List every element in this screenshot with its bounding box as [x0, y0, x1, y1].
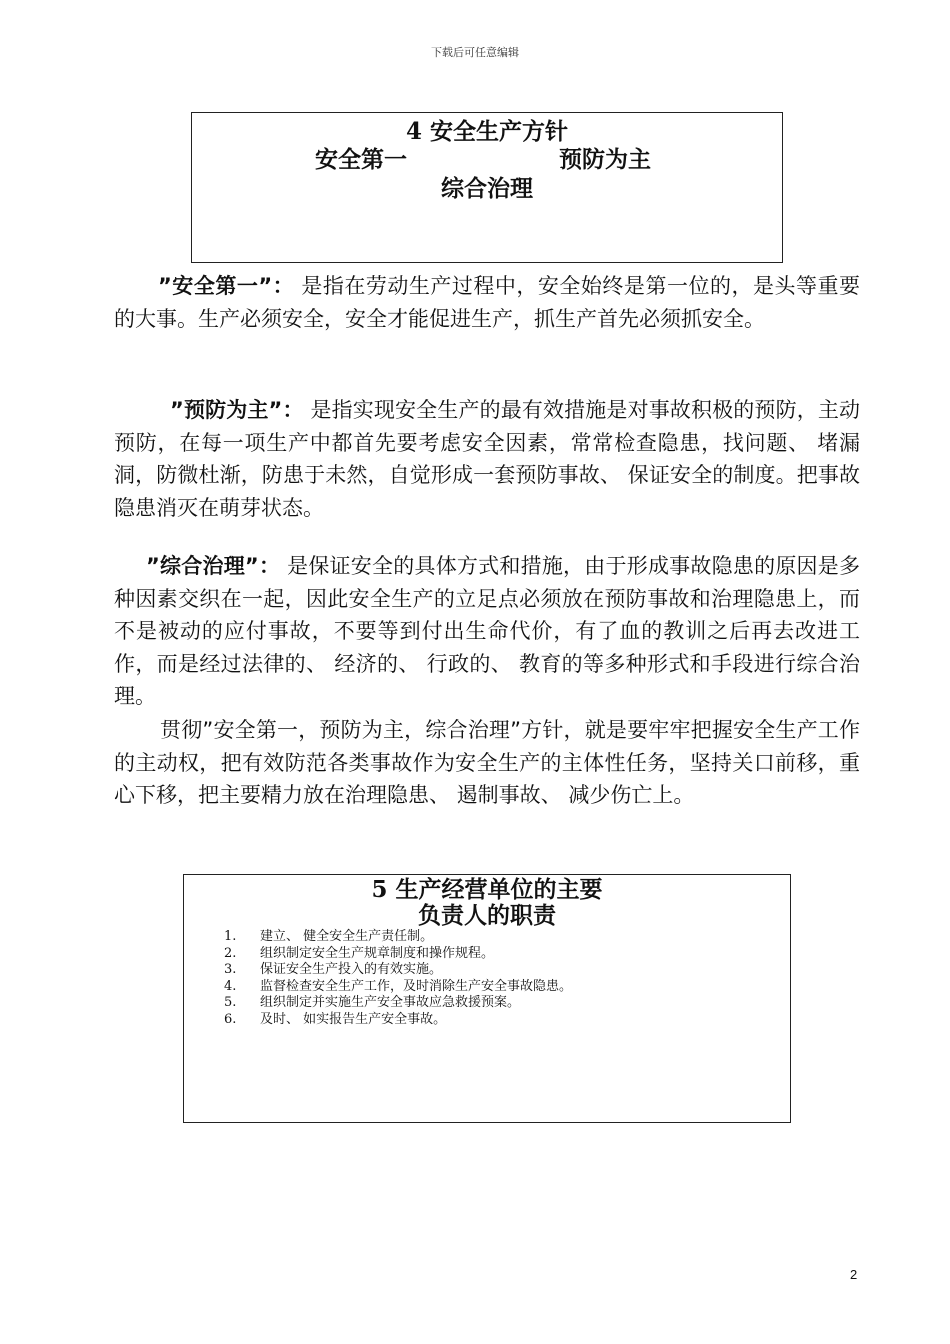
- list-item: [224, 995, 572, 1012]
- list-item-number: 4.: [224, 978, 237, 994]
- policy-slogan-safety-first: 安全第一: [315, 146, 407, 173]
- paragraph-text: 贯彻”安全第一，预防为主，综合治理”方针，就是要牢牢把握安全生产工作的主动权，把有效防范各类事故作为安全生产的主体性任务，坚持关口前移，重心下移，把主要精力放在治理隐患、 遏制事故、 减少伤亡上。: [114, 718, 860, 807]
- list-item-number: 2.: [224, 945, 237, 961]
- list-item: [224, 979, 572, 996]
- duties-title-line2: 负责人的职责: [418, 902, 556, 929]
- paragraph-prevention: [114, 394, 860, 524]
- list-item: [224, 929, 572, 946]
- list-item-number: 5.: [224, 995, 237, 1010]
- duties-list: [224, 929, 572, 1028]
- paragraph-text: 是保证安全的具体方式和措施，由于形成事故隐患的原因是多种因素交织在一起，因此安全生产的立足点必须放在预防事故和治理隐患上，而不是被动的应付事故，不要等到付出生命代价，有了血的教训之后再去改进工作，而是经过法律的、 经济的、 行政的、 教育的等多种形式和手段进行综合治理。: [114, 554, 860, 708]
- duties-title: [184, 877, 790, 929]
- list-item-number: 6.: [224, 1011, 237, 1027]
- paragraph-text: 是指在劳动生产过程中，安全始终是第一位的，是头等重要的大事。生产必须安全，安全才能促进生产，抓生产首先必须抓安全。: [114, 274, 860, 331]
- list-item-text: 建立、 健全安全生产责任制。: [260, 929, 434, 944]
- paragraph-comprehensive: [114, 550, 860, 713]
- policy-title: 4 安全生产方针: [405, 118, 568, 145]
- list-item: [224, 946, 572, 963]
- page-number: 2: [850, 1267, 858, 1282]
- paragraph-text: 是指实现安全生产的最有效措施是对事故积极的预防，主动预防，在每一项生产中都首先要考虑安全因素，常常检查隐患，找问题、 堵漏洞，防微杜渐，防患于未然，自觉形成一套预防事故、 保证安全的制度。把事故隐患消灭在萌芽状态。: [114, 398, 860, 520]
- list-item-text: 及时、 如实报告生产安全事故。: [260, 1011, 447, 1027]
- paragraph-safety-first: [114, 270, 860, 335]
- policy-slogan-prevention: 预防为主: [559, 146, 651, 173]
- list-item-text: 组织制定并实施生产安全事故应急救援预案。: [260, 995, 521, 1010]
- duties-title-line1: 5 生产经营单位的主要: [371, 876, 603, 903]
- list-item: [224, 962, 572, 979]
- list-item-text: 监督检查安全生产工作，及时消除生产安全事故隐患。: [260, 978, 573, 994]
- paragraph-lead: ”综合治理”：: [146, 554, 281, 578]
- list-item-number: 3.: [224, 962, 237, 977]
- paragraph-lead: ”安全第一”：: [158, 274, 295, 298]
- list-item-text: 组织制定安全生产规章制度和操作规程。: [260, 945, 495, 961]
- paragraph-lead: ”预防为主”：: [170, 398, 304, 422]
- duties-box: [183, 874, 791, 1123]
- paragraph-implementation: [114, 714, 860, 812]
- policy-box: [191, 112, 783, 263]
- list-item-number: 1.: [224, 929, 237, 944]
- list-item: [224, 1012, 572, 1029]
- policy-slogan-comprehensive: 综合治理: [441, 175, 533, 202]
- header-note: 下载后可任意编辑: [431, 46, 519, 59]
- list-item-text: 保证安全生产投入的有效实施。: [260, 962, 443, 977]
